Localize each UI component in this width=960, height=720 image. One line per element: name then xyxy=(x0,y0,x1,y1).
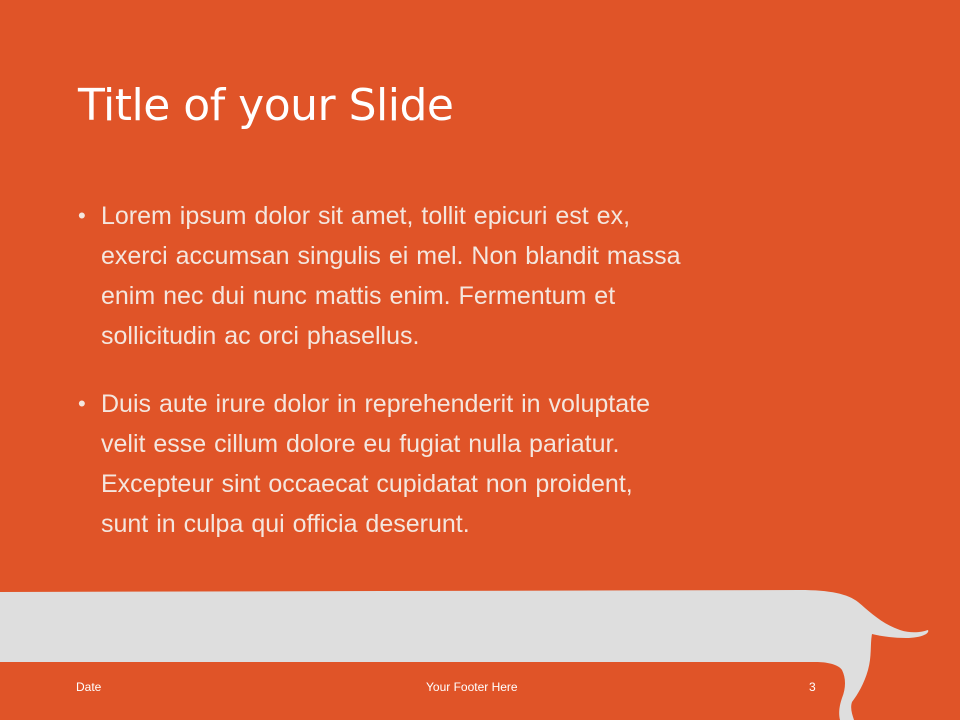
footer-date: Date xyxy=(76,680,102,694)
bullet-line: sollicitudin ac orci phasellus. xyxy=(101,322,420,350)
bullet-marker: • xyxy=(78,391,86,416)
bullet-line: Lorem ipsum dolor sit amet, tollit epicuri est ex, xyxy=(101,202,631,230)
bullet-line: Duis aute irure dolor in reprehenderit in voluptate xyxy=(101,390,650,418)
bullet-line: enim nec dui nunc mattis enim. Fermentum et xyxy=(101,282,616,310)
dachshund-silhouette-icon xyxy=(0,580,960,720)
bullet-line: velit esse cillum dolore eu fugiat nulla pariatur. xyxy=(101,430,620,458)
bullet-marker: • xyxy=(78,203,86,228)
bullet-item xyxy=(78,384,878,544)
bullet-item xyxy=(78,196,878,356)
bullet-list xyxy=(78,196,878,572)
bullet-line: Excepteur sint occaecat cupidatat non proident, xyxy=(101,470,633,498)
bullet-line: sunt in culpa qui officia deserunt. xyxy=(101,510,470,538)
slide-title: Title of your Slide xyxy=(78,80,454,131)
bullet-line: exerci accumsan singulis ei mel. Non blandit massa xyxy=(101,242,681,270)
page-number: 3 xyxy=(809,680,816,694)
footer-text: Your Footer Here xyxy=(426,680,518,694)
